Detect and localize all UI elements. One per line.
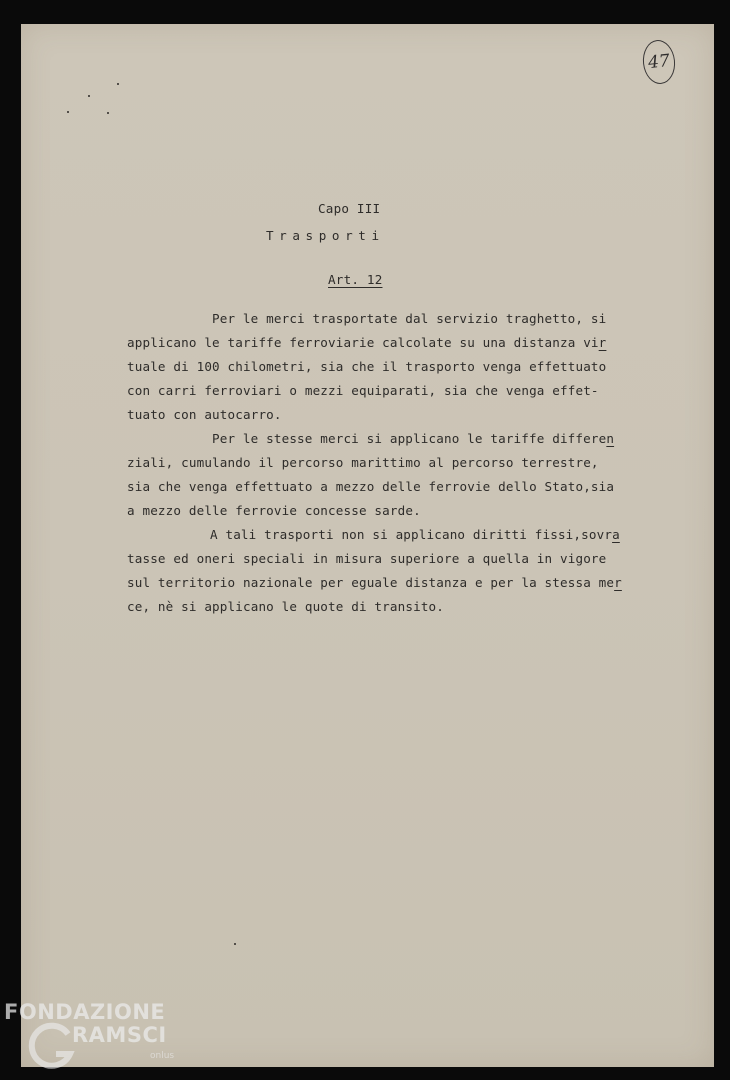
body-line: tuale di 100 chilometri, sia che il trasporto venga effettuato	[127, 359, 607, 374]
watermark-sub: onlus	[150, 1051, 175, 1061]
ink-speck	[67, 111, 69, 113]
ink-speck	[88, 95, 90, 97]
body-line: a mezzo delle ferrovie concesse sarde.	[127, 503, 421, 518]
body-line: con carri ferroviari o mezzi equiparati, sia che venga effet-	[127, 383, 599, 398]
article-heading: Art. 12	[328, 272, 383, 287]
body-line: Per le merci trasportate dal servizio traghetto, si	[212, 311, 607, 326]
chapter-heading: Capo III	[318, 201, 381, 216]
document-page	[21, 24, 714, 1067]
body-line: ce, nè si applicano le quote di transito.	[127, 599, 445, 614]
section-title: Trasporti	[266, 228, 385, 243]
ink-speck	[117, 83, 119, 85]
body-line: tasse ed oneri speciali in misura superiore a quella in vigore	[127, 551, 607, 566]
page-number-stamp	[641, 38, 677, 85]
body-line: tuato con autocarro.	[127, 407, 282, 422]
body-line: applicano le tariffe ferroviarie calcolate su una distanza vir	[127, 335, 607, 350]
body-line: A tali trasporti non si applicano diritti fissi,sovra	[210, 527, 620, 542]
body-line: ziali, cumulando il percorso marittimo al percorso terrestre,	[127, 455, 599, 470]
watermark-line1: FONDAZIONE	[4, 1000, 166, 1024]
body-line: Per le stesse merci si applicano le tariffe differen	[212, 431, 615, 446]
body-line: sia che venga effettuato a mezzo delle ferrovie dello Stato,sia	[127, 479, 615, 494]
archive-watermark	[4, 1000, 194, 1078]
watermark-line2: RAMSCI	[72, 1023, 167, 1047]
page-number: 47	[647, 50, 671, 74]
watermark-g-logo-icon	[28, 1020, 78, 1074]
body-line: sul territorio nazionale per eguale distanza e per la stessa mer	[127, 575, 622, 590]
ink-speck	[107, 112, 109, 114]
ink-speck	[234, 943, 236, 945]
